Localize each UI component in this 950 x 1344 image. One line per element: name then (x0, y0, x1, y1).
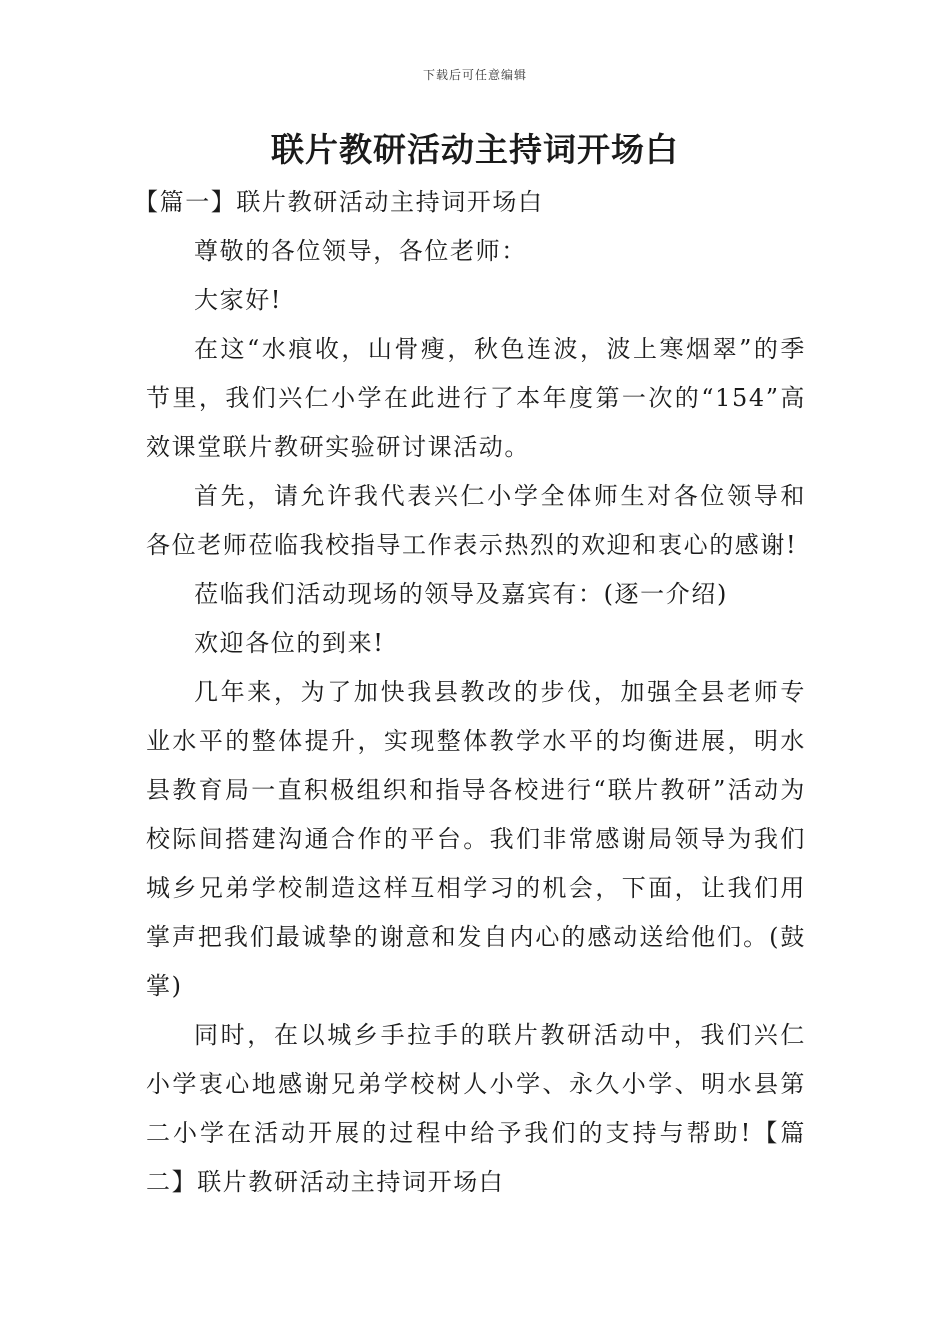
paragraph-thanks: 同时，在以城乡手拉手的联片教研活动中，我们兴仁小学衷心地感谢兄弟学校树人小学、永久小学、明水县第二小学在活动开展的过程中给予我们的支持与帮助!【篇二】联片教研活动主持词开场白 (146, 1021, 806, 1196)
paragraph-guests: 莅临我们活动现场的领导及嘉宾有：(逐一介绍) (194, 580, 728, 608)
document-title: 联片教研活动主持词开场白 (271, 130, 679, 169)
paragraph-welcome: 首先，请允许我代表兴仁小学全体师生对各位领导和各位老师莅临我校指导工作表示热烈的欢迎和衷心的感谢! (146, 482, 806, 559)
paragraph-intro: 在这“水痕收，山骨瘦，秋色连波，波上寒烟翠”的季节里，我们兴仁小学在此进行了本年度第一次的“154”高效课堂联片教研实验研讨课活动。 (146, 335, 806, 461)
paragraph-arrival: 欢迎各位的到来! (194, 629, 385, 657)
paragraph-greeting: 尊敬的各位领导，各位老师： (194, 237, 527, 265)
paragraph-hello: 大家好! (194, 286, 283, 314)
paragraph-background: 几年来，为了加快我县教改的步伐，加强全县老师专业水平的整体提升，实现整体教学水平的均衡进展，明水县教育局一直积极组织和指导各校进行“联片教研”活动为校际间搭建沟通合作的平台。我们非常感谢局领导为我们城乡兄弟学校制造这样互相学习的机会，下面，让我们用掌声把我们最诚挚的谢意和发自内心的感动送给他们。(鼓掌) (146, 678, 806, 1000)
document-body (134, 178, 806, 1207)
download-note: 下载后可任意编辑 (422, 68, 527, 82)
section-heading: 【篇一】联片教研活动主持词开场白 (134, 188, 544, 216)
